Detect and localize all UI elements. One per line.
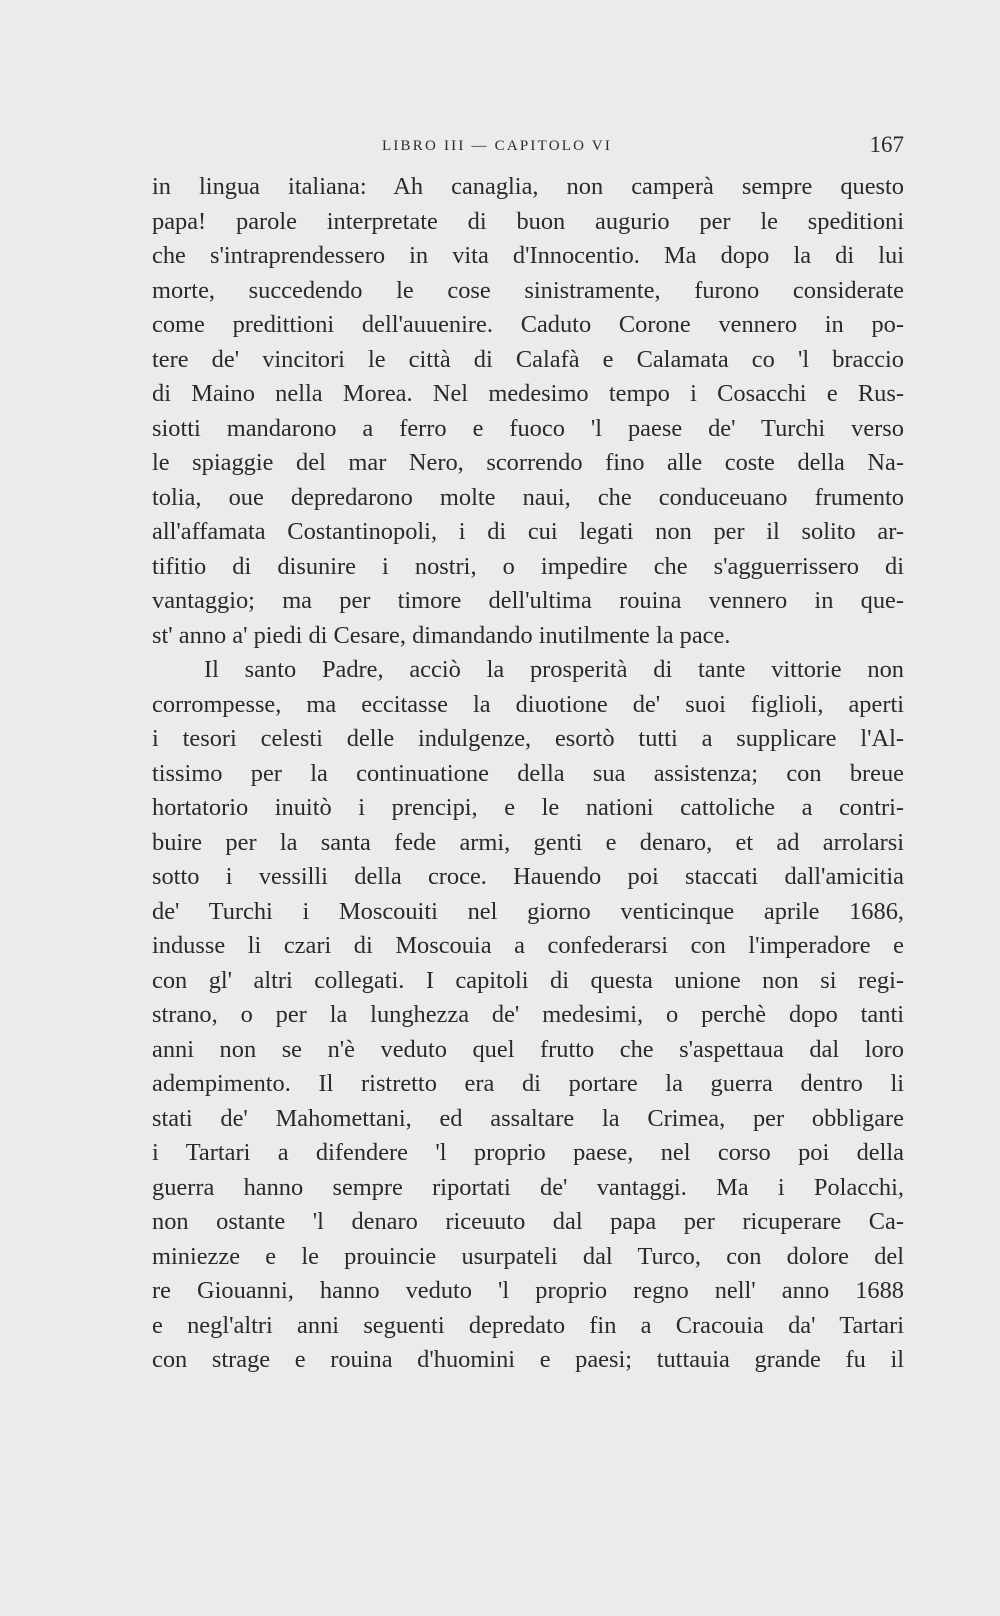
text-line: tere de' vincitori le città di Calafà e Calamata co 'l braccio — [152, 345, 904, 373]
text-line: stati de' Mahomettani, ed assaltare la Crimea, per obbligare — [152, 1104, 904, 1132]
text-line: papa! parole interpretate di buon augurio per le speditioni — [152, 207, 904, 235]
text-line: i Tartari a difendere 'l proprio paese, nel corso poi della — [152, 1139, 904, 1166]
text-line: buire per la santa fede armi, genti e denaro, et ad arrolarsi — [152, 828, 904, 856]
text-line: miniezze e le prouincie usurpateli dal Turco, con dolore del — [152, 1242, 904, 1270]
text-line: morte, succedendo le cose sinistramente, furono considerate — [152, 276, 904, 304]
page-number: 167 — [869, 132, 904, 157]
text-line: e negl'altri anni seguenti depredato fin a Cracouia da' Tartari — [152, 1311, 904, 1339]
text-line: de' Turchi i Moscouiti nel giorno venticinque aprile 1686, — [152, 897, 904, 925]
text-line: indusse li czari di Moscouia a confederarsi con l'imperadore e — [152, 932, 904, 959]
text-line: che s'intraprendessero in vita d'Innocentio. Ma dopo la di lui — [152, 242, 904, 269]
text-line: di Maino nella Morea. Nel medesimo tempo i Cosacchi e Rus- — [152, 380, 904, 407]
text-line: i tesori celesti delle indulgenze, esortò tutti a supplicare l'Al- — [152, 725, 904, 752]
text-line: tifitio di disunire i nostri, o impedire che s'agguerrissero di — [152, 552, 904, 580]
page-header — [152, 132, 904, 162]
text-line: tissimo per la continuatione della sua assistenza; con breue — [152, 759, 904, 787]
text-line: guerra hanno sempre riportati de' vantaggi. Ma i Polacchi, — [152, 1173, 904, 1201]
paragraph-end-line: st' anno a' piedi di Cesare, dimandando inutilmente la pace. — [152, 621, 731, 649]
text-line: tolia, oue depredarono molte naui, che conduceuano frumento — [152, 483, 904, 511]
text-line: con strage e rouina d'huomini e paesi; tuttauia grande fu il — [152, 1346, 904, 1373]
text-line: hortatorio inuitò i prencipi, e le nationi cattoliche a contri- — [152, 794, 904, 821]
text-line: siotti mandarono a ferro e fuoco 'l paese de' Turchi verso — [152, 414, 904, 442]
text-line: corrompesse, ma eccitasse la diuotione de' suoi figlioli, aperti — [152, 690, 904, 718]
running-head: LIBRO III — CAPITOLO VI — [382, 138, 613, 154]
text-line: con gl' altri collegati. I capitoli di questa unione non si regi- — [152, 966, 904, 994]
text-line: in lingua italiana: Ah canaglia, non camperà sempre questo — [152, 173, 904, 200]
text-line: sotto i vessilli della croce. Hauendo poi staccati dall'amicitia — [152, 863, 904, 890]
body-text — [152, 170, 904, 1378]
text-line: adempimento. Il ristretto era di portare la guerra dentro li — [152, 1070, 904, 1097]
paragraph-start-line: Il santo Padre, acciò la prosperità di tante vittorie non — [204, 656, 904, 683]
text-line: vantaggio; ma per timore dell'ultima rouina vennero in que- — [152, 587, 904, 614]
text-line: come predittioni dell'auuenire. Caduto Corone vennero in po- — [152, 311, 904, 338]
text-line: strano, o per la lunghezza de' medesimi, o perchè dopo tanti — [152, 1001, 904, 1028]
text-line: all'affamata Costantinopoli, i di cui legati non per il solito ar- — [152, 518, 904, 545]
text-line: re Giouanni, hanno veduto 'l proprio regno nell' anno 1688 — [152, 1277, 904, 1304]
text-line: anni non se n'è veduto quel frutto che s'aspettaua dal loro — [152, 1035, 904, 1063]
text-line: le spiaggie del mar Nero, scorrendo fino alle coste della Na- — [152, 449, 904, 476]
text-line: non ostante 'l denaro riceuuto dal papa per ricuperare Ca- — [152, 1208, 904, 1235]
